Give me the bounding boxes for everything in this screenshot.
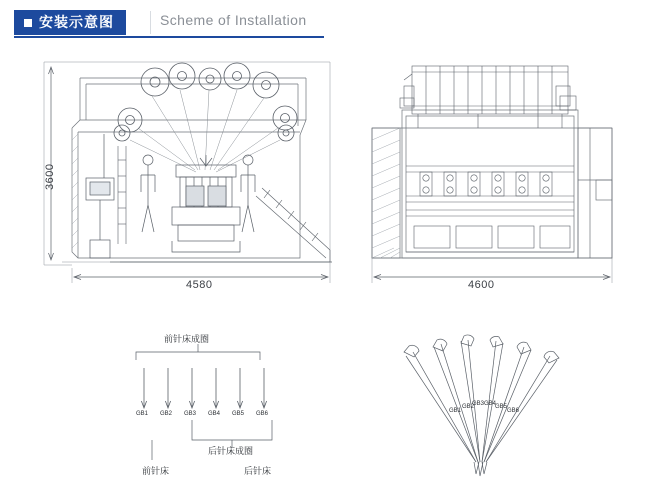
needle-label-gb3: GB3 [184,411,197,417]
fan-label-gb3: GB3 [472,401,485,407]
needle-label-gb5: GB5 [232,411,245,417]
needle-label-gb6: GB6 [256,411,269,417]
fan-label-gb1: GB1 [449,408,462,414]
needle-label-gb2: GB2 [160,411,173,417]
back-bed-label: 后针床 [244,466,272,476]
needle-label-gb1: GB1 [136,411,149,417]
fan-label-gb6: GB6 [507,408,520,414]
back-bed-loop-label: 后针床成圈 [208,446,254,456]
side-view-width-dimension: 4600 [468,279,495,291]
page-title: 安装示意图 [39,14,114,30]
page-subtitle: Scheme of Installation [160,12,307,28]
front-bed-label: 前针床 [142,466,170,476]
front-view-height-dimension: 3600 [44,163,56,190]
fan-label-gb4: GB4 [484,401,497,407]
front-view-width-dimension: 4580 [186,279,213,291]
needle-label-gb4: GB4 [208,411,221,417]
fan-label-gb5: GB5 [495,404,508,410]
front-bed-loop-label: 前针床成圈 [164,334,210,344]
fan-label-gb2: GB2 [462,404,475,410]
